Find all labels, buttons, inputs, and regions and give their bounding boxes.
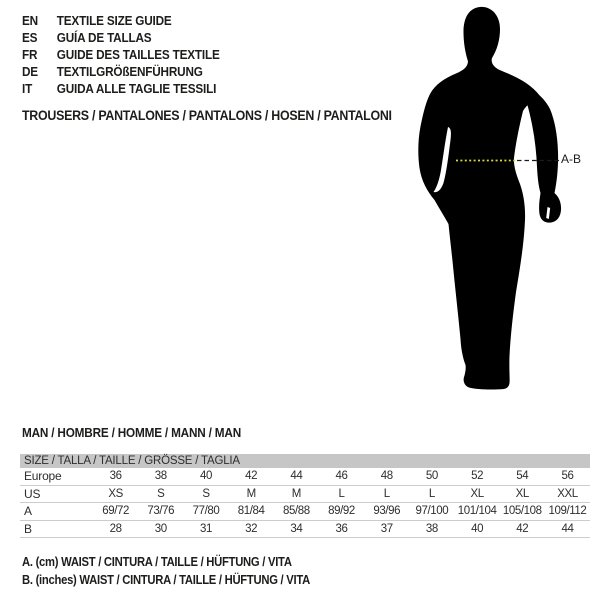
row-label: Europe: [24, 469, 62, 484]
language-code: DE: [22, 64, 38, 79]
row-label: A: [24, 504, 32, 519]
table-row: [20, 521, 590, 539]
language-row: [22, 63, 220, 80]
table-cell: 30: [154, 522, 167, 535]
row-label: B: [24, 521, 32, 536]
table-cell: 81/84: [237, 505, 265, 518]
table-cell: 44: [290, 470, 303, 483]
language-label: TEXTILE SIZE GUIDE: [56, 14, 172, 29]
table-cell: XL: [470, 487, 484, 500]
table-cell: 42: [245, 470, 258, 483]
table-cell: 38: [425, 522, 438, 535]
table-cell: 36: [109, 470, 122, 483]
category-title: TROUSERS / PANTALONES / PANTALONS / HOSEN / PANTALONI: [22, 108, 392, 123]
footnotes: [22, 553, 310, 589]
language-label: GUIDE DES TAILLES TEXTILE: [56, 47, 220, 62]
table-cell: M: [291, 487, 301, 500]
table-cell: 42: [516, 522, 529, 535]
language-row: [22, 30, 220, 47]
language-list: [22, 13, 220, 97]
table-cell: 89/92: [328, 505, 355, 518]
table-cell: XXL: [557, 487, 578, 500]
language-code: ES: [22, 31, 38, 46]
row-label: US: [24, 486, 41, 501]
table-cell: 85/88: [282, 505, 310, 518]
table-cell: XL: [515, 487, 529, 500]
table-cell: 44: [561, 522, 574, 535]
table-cell: 28: [109, 522, 122, 535]
table-cell: 77/80: [192, 505, 220, 518]
size-table-body: [20, 468, 590, 538]
table-row: [20, 468, 590, 486]
table-cell: 34: [290, 522, 303, 535]
table-row: [20, 503, 590, 521]
language-row: [22, 13, 220, 30]
language-row: [22, 47, 220, 64]
table-cell: 105/108: [502, 505, 542, 518]
table-cell: 32: [245, 522, 258, 535]
table-cell: 40: [471, 522, 484, 535]
language-label: GUÍA DE TALLAS: [56, 31, 152, 46]
language-label: TEXTILGRÖßENFÜHRUNG: [56, 64, 203, 79]
table-cell: 109/112: [548, 505, 587, 518]
language-code: IT: [22, 81, 33, 96]
table-cell: L: [383, 487, 390, 500]
table-cell: 52: [471, 470, 484, 483]
table-cell: 54: [516, 470, 529, 483]
table-cell: 38: [154, 470, 167, 483]
table-cell: XS: [108, 487, 123, 500]
language-row: [22, 80, 220, 97]
size-table: [20, 454, 590, 538]
language-label: GUIDA ALLE TAGLIE TESSILI: [56, 81, 217, 96]
table-cell: S: [157, 487, 165, 500]
table-cell: 93/96: [373, 505, 401, 518]
table-cell: 36: [335, 522, 348, 535]
language-code: FR: [22, 47, 38, 62]
table-cell: 40: [199, 470, 212, 483]
language-code: EN: [22, 14, 38, 29]
table-cell: 73/76: [147, 505, 175, 518]
table-row: [20, 486, 590, 504]
table-cell: M: [246, 487, 256, 500]
table-cell: 31: [199, 522, 212, 535]
table-cell: 97/100: [415, 505, 449, 518]
table-cell: 101/104: [457, 505, 497, 518]
table-cell: 37: [380, 522, 393, 535]
table-cell: 69/72: [102, 505, 129, 518]
table-cell: L: [338, 487, 345, 500]
gender-title: MAN / HOMBRE / HOMME / MANN / MAN: [22, 426, 242, 440]
table-cell: S: [202, 487, 210, 500]
table-cell: 56: [561, 470, 574, 483]
table-cell: 46: [335, 470, 348, 483]
table-cell: 50: [425, 470, 438, 483]
measure-ab-label: A-B: [561, 152, 582, 166]
table-cell: L: [428, 487, 435, 500]
man-silhouette-icon: [410, 0, 570, 400]
table-cell: 48: [380, 470, 393, 483]
footnote-line: A. (cm) WAIST / CINTURA / TAILLE / HÜFTUNG / VITA: [22, 555, 292, 569]
size-table-header-bar: SIZE / TALLA / TAILLE / GRÖSSE / TAGLIA: [20, 454, 590, 468]
footnote-line: B. (inches) WAIST / CINTURA / TAILLE / HÜFTUNG / VITA: [22, 573, 310, 587]
